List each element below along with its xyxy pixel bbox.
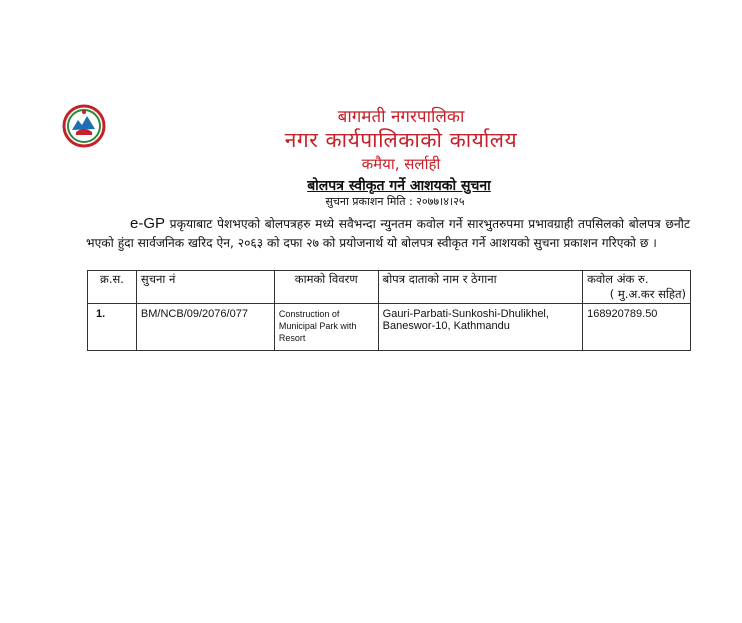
office-location: कमैया, सर्लाही — [361, 155, 441, 173]
publish-date: सुचना प्रकाशन मिति : २०७७।४।२५ — [325, 195, 465, 208]
notice-paragraph — [86, 214, 690, 253]
table-header-row — [88, 271, 691, 304]
table-row — [88, 304, 691, 351]
cell-notice-no: BM/NCB/09/2076/077 — [136, 304, 274, 351]
municipality-name: बागमती नगरपालिका — [337, 107, 465, 127]
col-header-amount — [583, 271, 691, 304]
col-header-notice-no: सुचना नं — [136, 271, 274, 304]
notice-title: बोलपत्र स्वीकृत गर्ने आशयको सुचना — [307, 178, 491, 194]
col-header-amount-line2: ( मु.अ.कर सहित) — [609, 287, 686, 301]
col-header-work: कामको विवरण — [274, 271, 378, 304]
notice-body-text: प्रकृयाबाट पेशभएको बोलपत्रहरु मध्ये सवैभन्दा न्युनतम कवोल गर्ने सारभुतरुपमा प्रभावग्राही तपसिलको बोलपत्र छनौट भएको हुंदा सार्वजनिक खरिद ऐन, २०६३ को दफा २७ को प्रयोजनार्थ यो बोलपत्र स्वीकृत गर्ने आशयको सुचना प्रकाशन गरिएको छ । — [86, 217, 691, 250]
office-name: नगर कार्यपालिकाको कार्यालय — [284, 128, 518, 152]
cell-amount: 168920789.50 — [583, 304, 691, 351]
col-header-bidder: बोपत्र दाताको नाम र ठेगाना — [378, 271, 582, 304]
bid-table — [87, 270, 691, 351]
egp-label: e-GP — [130, 215, 166, 232]
cell-bidder: Gauri-Parbati-Sunkoshi-Dhulikhel, Baneswor-10, Kathmandu — [378, 304, 582, 351]
cell-work: Construction of Municipal Park with Resort — [274, 304, 378, 351]
cell-sn: 1. — [88, 304, 137, 351]
col-header-sn: क्र.स. — [88, 271, 137, 304]
col-header-amount-line1: कवोल अंक रु. — [587, 272, 649, 286]
